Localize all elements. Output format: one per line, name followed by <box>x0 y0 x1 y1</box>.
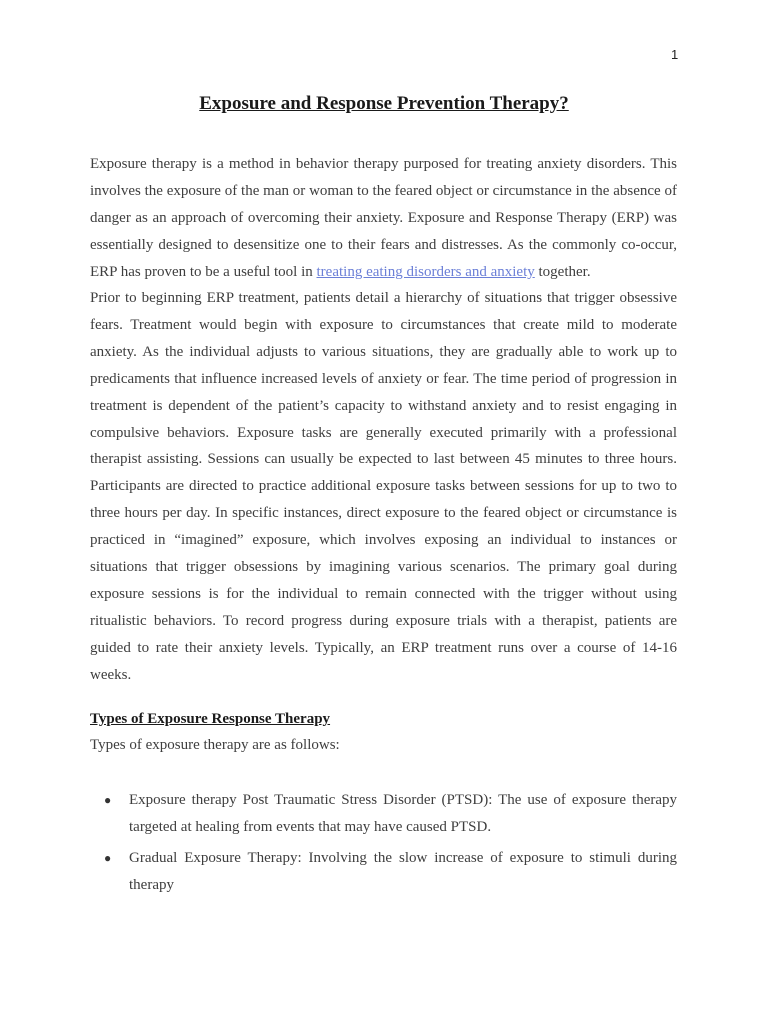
paragraph-intro-tail: together. <box>534 263 591 280</box>
bullet-icon: ● <box>104 793 112 807</box>
bullet-icon: ● <box>104 850 112 865</box>
list-item <box>90 787 677 841</box>
section-intro: Types of exposure therapy are as follows: <box>90 737 340 753</box>
list-item <box>90 845 677 899</box>
document-title: Exposure and Response Prevention Therapy? <box>199 93 569 114</box>
section-heading: Types of Exposure Response Therapy <box>90 711 331 727</box>
page-number: 1 <box>671 47 679 62</box>
paragraph-intro <box>90 151 677 286</box>
list-item-text: Gradual Exposure Therapy: Involving the slow increase of exposure to stimuli during therapy <box>129 849 677 893</box>
paragraph-treatment-text: Prior to beginning ERP treatment, patients detail a hierarchy of situations that trigger obsessive fears. Treatment would begin with exposure to circumstances that create mild to moderate anxiety. As the individual adjusts to various situations, they are gradually able to work up to predicaments that influence increased levels of anxiety or fear. The time period of progression in treatment is dependent of the patient’s capacity to withstand anxiety and to resist engaging in compulsive behaviors. Exposure tasks are generally executed primarily with a professional therapist assisting. Sessions can usually be expected to last between 45 minutes to three hours. Participants are directed to practice additional exposure tasks between sessions for up to two to three hours per day. In specific instances, direct exposure to the feared object or circumstance is practiced in “imagined” exposure, which involves exposing an individual to instances or situations that trigger obsessions by imagining various scenarios. The primary goal during exposure sessions is for the individual to remain connected with the trigger without using ritualistic behaviors. To record progress during exposure trials with a therapist, patients are guided to rate their anxiety levels. Typically, an ERP treatment runs over a course of 14-16 weeks. <box>90 290 677 683</box>
paragraph-intro-text: Exposure therapy is a method in behavior therapy purposed for treating anxiety disorders. This involves the exposure of the man or woman to the feared object or circumstance in the absence of danger as an approach of overcoming their anxiety. Exposure and Response Therapy (ERP) was essentially designed to desensitize one to their fears and distresses. As the commonly co-occur, ERP has proven to be a useful tool in <box>90 156 677 280</box>
therapy-types-list <box>90 787 677 903</box>
eating-disorders-link[interactable]: treating eating disorders and anxiety <box>316 263 535 280</box>
list-item-text: Exposure therapy Post Traumatic Stress Disorder (PTSD): The use of exposure therapy targeted at healing from events that may have caused PTSD. <box>129 792 677 835</box>
paragraph-treatment <box>90 285 677 689</box>
